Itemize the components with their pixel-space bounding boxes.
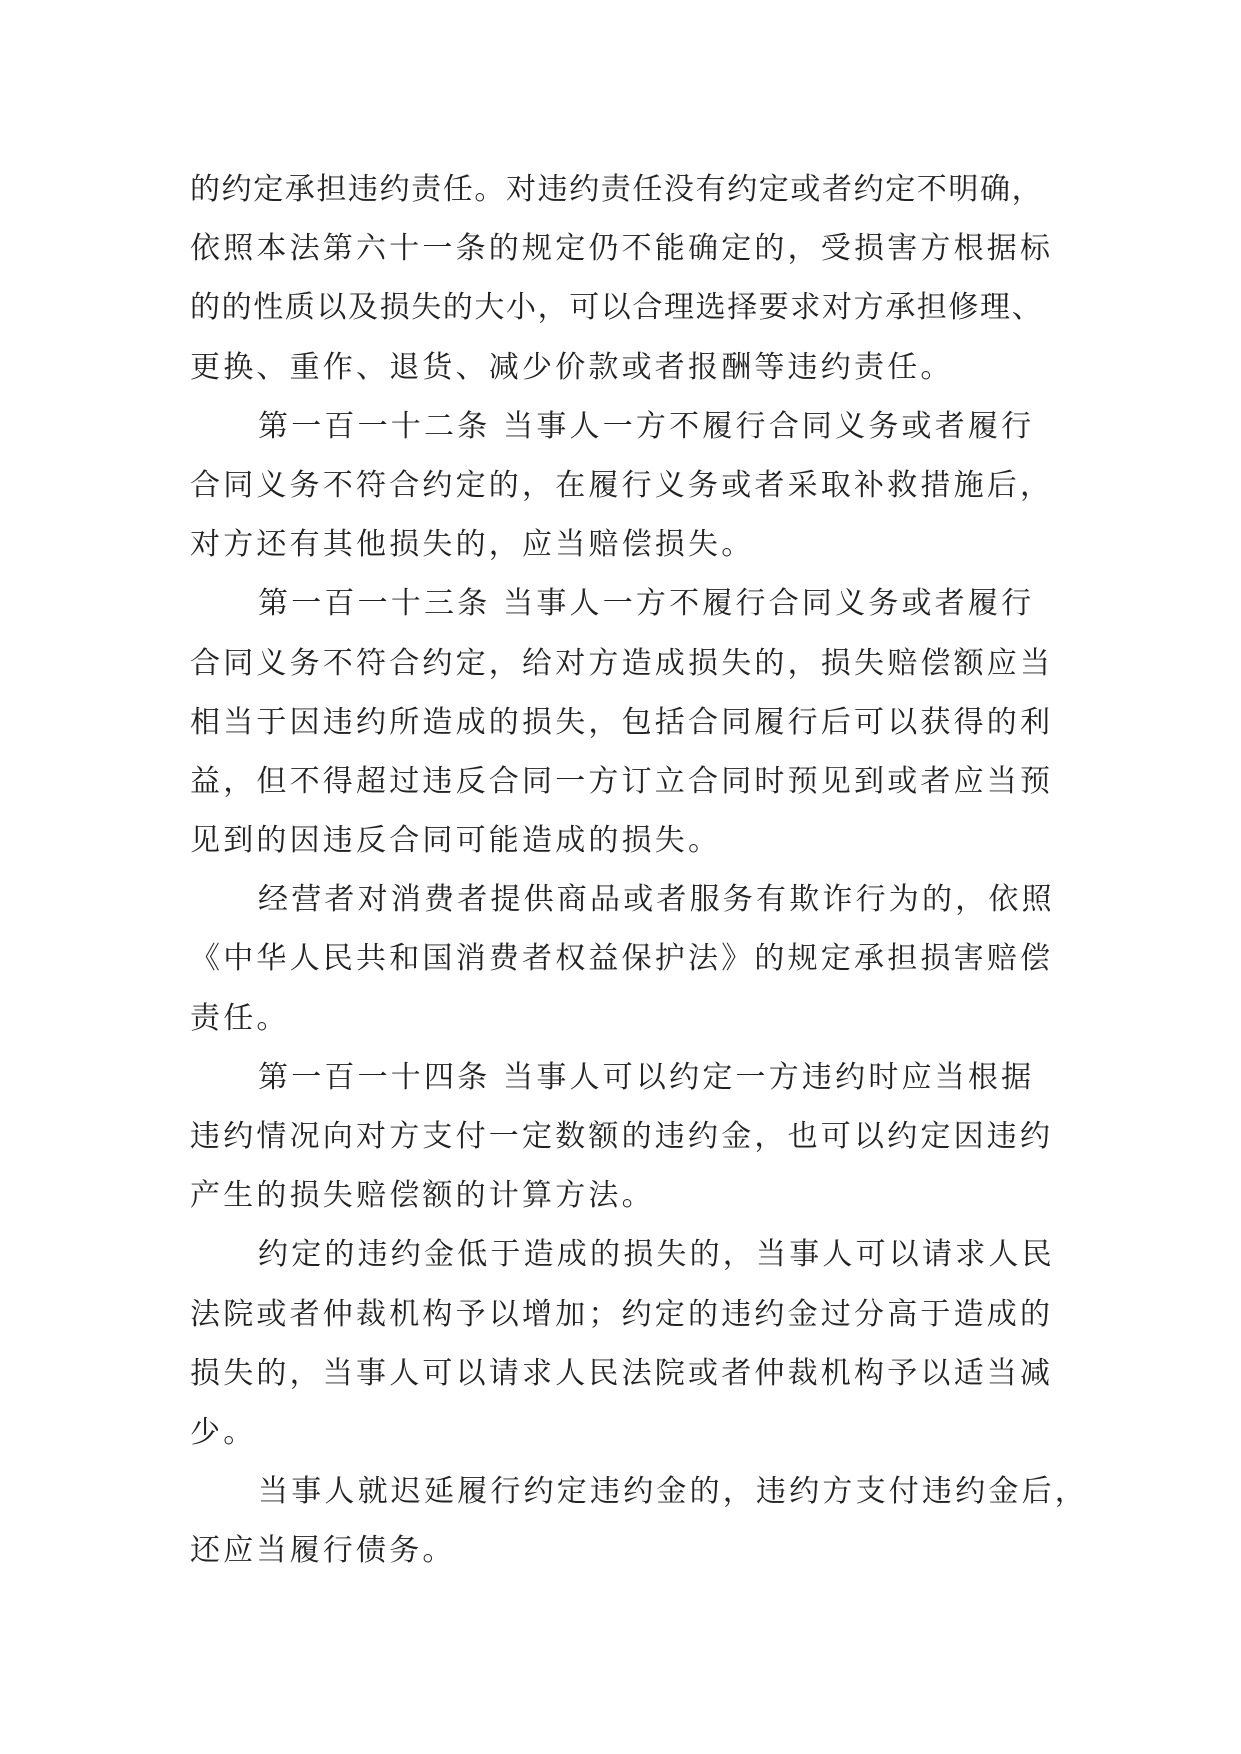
text-line: 依照本法第六十一条的规定仍不能确定的，受损害方根据标 <box>190 231 1054 267</box>
text-line: 益，但不得超过违反合同一方订立合同时预见到或者应当预 <box>190 763 1054 799</box>
text-line: 见到的因违反合同可能造成的损失。 <box>190 823 722 859</box>
text-line: 还应当履行债务。 <box>190 1533 456 1569</box>
text-line: 更换、重作、退货、减少价款或者报酬等违约责任。 <box>190 349 954 385</box>
text-line: 的约定承担违约责任。对违约责任没有约定或者约定不明确， <box>190 172 1044 207</box>
text-line: 责任。 <box>190 1000 290 1036</box>
paragraph-first-line: 第一百一十二条 当事人一方不履行合同义务或者履行 <box>258 408 1035 444</box>
text-line: 合同义务不符合约定的，在履行义务或者采取补救措施后， <box>190 467 1054 503</box>
text-line: 相当于因违约所造成的损失，包括合同履行后可以获得的利 <box>190 704 1054 740</box>
text-line: 法院或者仲裁机构予以增加；约定的违约金过分高于造成的 <box>190 1296 1054 1332</box>
paragraph-first-line: 经营者对消费者提供商品或者服务有欺诈行为的，依照 <box>258 882 1055 918</box>
document-body <box>190 160 1090 1581</box>
paragraph-first-line: 第一百一十三条 当事人一方不履行合同义务或者履行 <box>258 586 1035 622</box>
text-line: 产生的损失赔偿额的计算方法。 <box>190 1178 655 1214</box>
text-line: 违约情况向对方支付一定数额的违约金，也可以约定因违约 <box>190 1119 1054 1154</box>
paragraph-first-line: 第一百一十四条 当事人可以约定一方违约时应当根据 <box>258 1059 1035 1095</box>
text-line: 的的性质以及损失的大小，可以合理选择要求对方承担修理、 <box>190 290 1044 326</box>
paragraph-first-line: 约定的违约金低于造成的损失的，当事人可以请求人民 <box>258 1237 1055 1273</box>
text-line: 《中华人民共和国消费者权益保护法》的规定承担损害赔偿 <box>190 941 1054 977</box>
text-line: 对方还有其他损失的，应当赔偿损失。 <box>190 527 755 563</box>
text-line: 损失的，当事人可以请求人民法院或者仲裁机构予以适当减 <box>190 1355 1054 1391</box>
text-line: 合同义务不符合约定，给对方造成损失的，损失赔偿额应当 <box>190 645 1054 681</box>
text-line: 少。 <box>190 1414 257 1450</box>
paragraph-first-line: 当事人就迟延履行约定违约金的，违约方支付违约金后， <box>258 1474 1088 1510</box>
